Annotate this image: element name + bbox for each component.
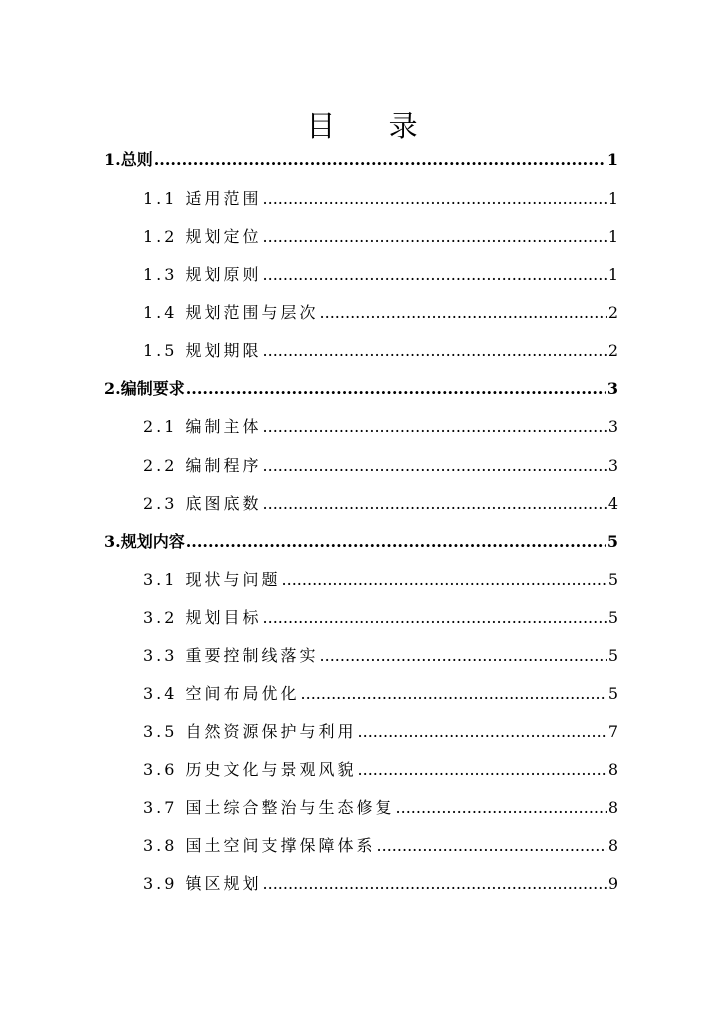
dot-leader [154, 150, 606, 170]
toc-entry-page: 3 [607, 417, 618, 436]
toc-entry-label: 3.5 自然资源保护与利用 [143, 722, 357, 741]
dot-leader [263, 874, 607, 894]
toc-entry-page: 1 [607, 227, 618, 246]
toc-entry-page: 8 [607, 798, 618, 817]
dot-leader [301, 684, 607, 704]
toc-entry-label: 2.1 编制主体 [143, 417, 262, 436]
dot-leader [186, 532, 606, 552]
toc-entry-label: 1.1 适用范围 [143, 189, 262, 208]
dot-leader [320, 303, 607, 323]
dot-leader [396, 798, 607, 818]
toc-entry-label: 3.规划内容 [104, 532, 185, 551]
toc-entry-page: 2 [607, 303, 618, 322]
dot-leader [263, 608, 607, 628]
dot-leader [186, 379, 606, 399]
toc-entry-page: 1 [607, 265, 618, 284]
toc-entry-label: 3.4 空间布局优化 [143, 684, 300, 703]
dot-leader [263, 494, 607, 514]
toc-entry-label: 3.3 重要控制线落实 [143, 646, 319, 665]
toc-entry-label: 3.9 镇区规划 [143, 874, 262, 893]
toc-entry-page: 3 [607, 456, 618, 475]
dot-leader [282, 570, 607, 590]
toc-entry-2-2[interactable] [143, 452, 618, 476]
toc-entry-label: 1.2 规划定位 [143, 227, 262, 246]
toc-entry-2-3[interactable] [143, 490, 618, 514]
toc-title: 目 录 [306, 109, 440, 143]
toc-entry-3-6[interactable] [143, 756, 618, 780]
toc-entry-label: 3.2 规划目标 [143, 608, 262, 627]
toc-entry-page: 9 [607, 874, 618, 893]
toc-entry-page: 5 [607, 646, 618, 665]
toc-entry-1[interactable] [104, 146, 618, 170]
toc-entry-2-1[interactable] [143, 413, 618, 437]
toc-entry-3-2[interactable] [143, 604, 618, 628]
toc-entry-label: 1.5 规划期限 [143, 341, 262, 360]
toc-entry-3-5[interactable] [143, 718, 618, 742]
toc-entry-1-1[interactable] [143, 185, 618, 209]
toc-entry-2[interactable] [104, 375, 618, 399]
dot-leader [320, 646, 607, 666]
toc-entry-page: 5 [607, 684, 618, 703]
dot-leader [263, 227, 607, 247]
toc-entry-3-4[interactable] [143, 680, 618, 704]
toc-entry-label: 2.2 编制程序 [143, 456, 262, 475]
dot-leader [377, 836, 607, 856]
toc-entry-label: 2.编制要求 [104, 379, 185, 398]
toc-entry-3-8[interactable] [143, 832, 618, 856]
toc-entry-page: 2 [607, 341, 618, 360]
dot-leader [263, 417, 607, 437]
toc-entry-page: 3 [606, 379, 618, 398]
dot-leader [263, 341, 607, 361]
toc-entry-page: 1 [607, 189, 618, 208]
toc-entry-page: 8 [607, 760, 618, 779]
toc-entry-label: 2.3 底图底数 [143, 494, 262, 513]
toc-entry-3[interactable] [104, 528, 618, 552]
toc-entry-1-5[interactable] [143, 337, 618, 361]
toc-entry-page: 1 [606, 150, 618, 169]
toc-entry-3-1[interactable] [143, 566, 618, 590]
toc-entry-page: 8 [607, 836, 618, 855]
dot-leader [358, 722, 607, 742]
toc-entry-1-2[interactable] [143, 223, 618, 247]
toc-entry-page: 5 [607, 570, 618, 589]
dot-leader [263, 189, 607, 209]
dot-leader [263, 265, 607, 285]
toc-entry-page: 4 [607, 494, 618, 513]
toc-entry-label: 1.3 规划原则 [143, 265, 262, 284]
toc-entry-page: 5 [606, 532, 618, 551]
toc-entry-1-3[interactable] [143, 261, 618, 285]
toc-entry-label: 1.4 规划范围与层次 [143, 303, 319, 322]
toc-entry-label: 3.8 国土空间支撑保障体系 [143, 836, 376, 855]
toc-entry-label: 3.7 国土综合整治与生态修复 [143, 798, 395, 817]
toc-entry-label: 3.1 现状与问题 [143, 570, 281, 589]
toc-entry-3-7[interactable] [143, 794, 618, 818]
toc-entry-1-4[interactable] [143, 299, 618, 323]
toc-entry-3-9[interactable] [143, 870, 618, 894]
dot-leader [358, 760, 607, 780]
toc-entry-page: 7 [607, 722, 618, 741]
dot-leader [263, 456, 607, 476]
toc-entry-label: 1.总则 [104, 150, 153, 169]
toc-entry-page: 5 [607, 608, 618, 627]
toc-entry-label: 3.6 历史文化与景观风貌 [143, 760, 357, 779]
toc-entry-3-3[interactable] [143, 642, 618, 666]
